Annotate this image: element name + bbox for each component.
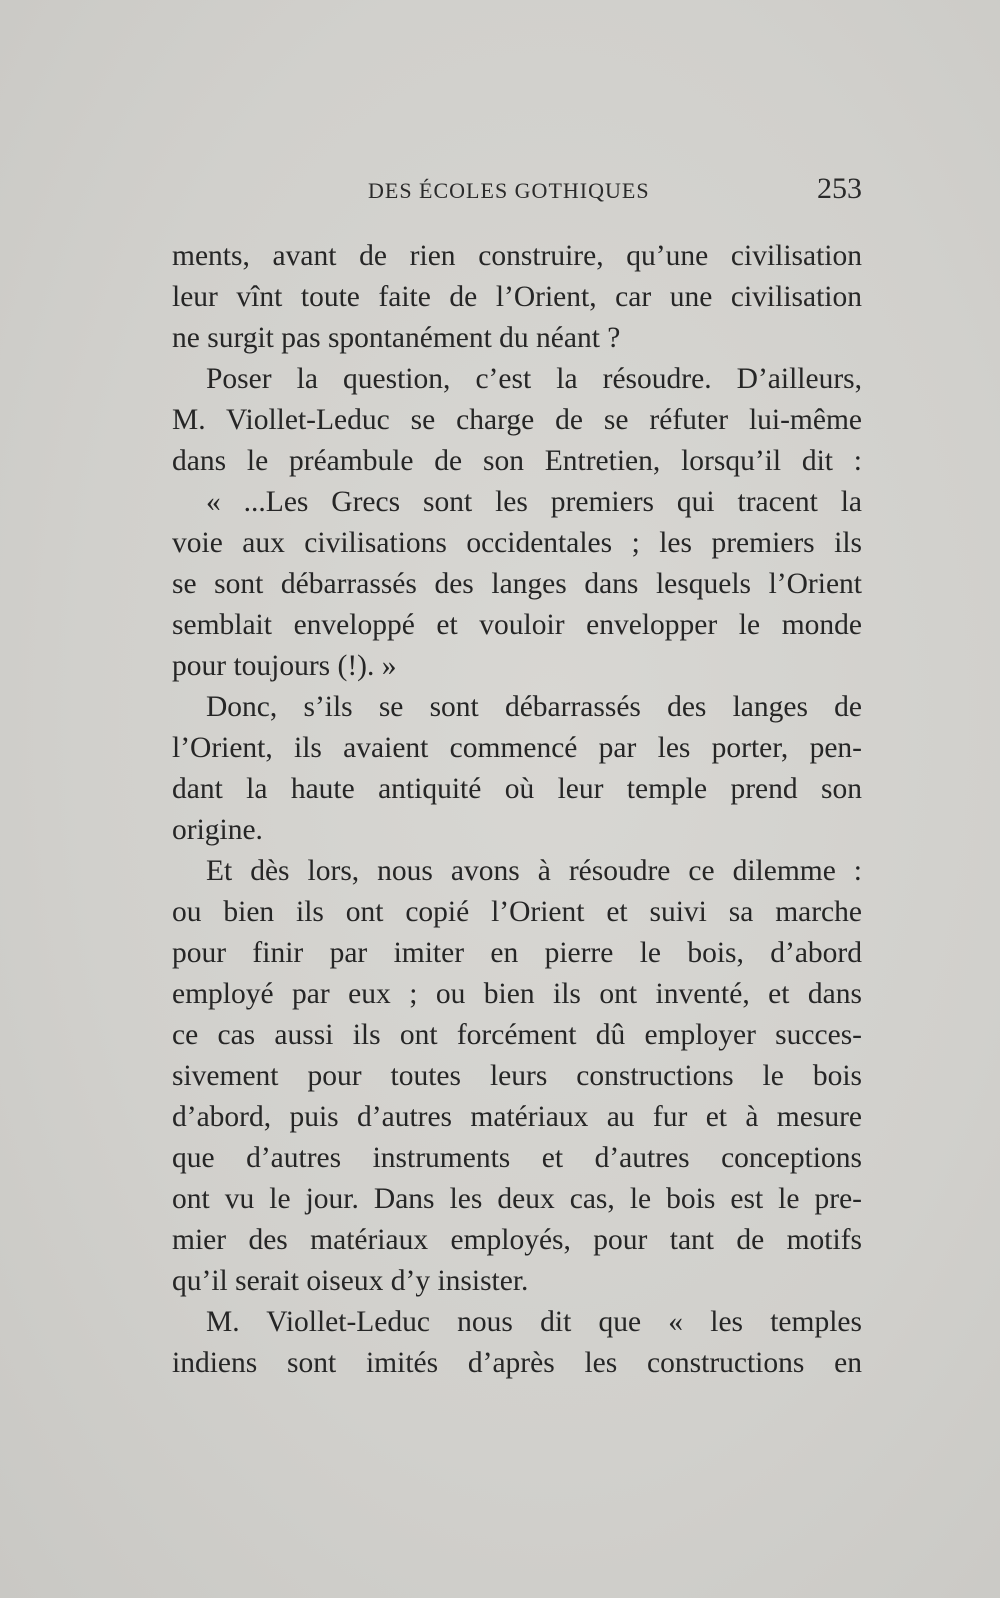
text-line: semblait enveloppé et vouloir envelopper le monde	[172, 609, 862, 641]
text-line: pour toujours (!). »	[172, 650, 397, 682]
text-line: « ...Les Grecs sont les premiers qui tracent la	[206, 486, 862, 518]
text-line: sivement pour toutes leurs constructions le bois	[172, 1060, 862, 1092]
text-line: indiens sont imités d’après les constructions en	[172, 1347, 862, 1379]
text-line: l’Orient, ils avaient commencé par les porter, pen-	[172, 732, 862, 764]
page-number: 253	[817, 172, 862, 205]
text-line: voie aux civilisations occidentales ; les premiers ils	[172, 527, 862, 559]
text-line: dans le préambule de son Entretien, lorsqu’il dit :	[172, 445, 862, 477]
text-line: ou bien ils ont copié l’Orient et suivi sa marche	[172, 896, 862, 928]
page-header	[172, 172, 862, 216]
text-line: origine.	[172, 814, 263, 846]
body-text	[172, 236, 862, 1384]
text-line: ments, avant de rien construire, qu’une civilisation	[172, 240, 862, 272]
text-line: ne surgit pas spontanément du néant ?	[172, 322, 621, 354]
text-line: se sont débarrassés des langes dans lesquels l’Orient	[172, 568, 862, 600]
text-line: pour finir par imiter en pierre le bois, d’abord	[172, 937, 862, 969]
text-line: M. Viollet-Leduc nous dit que « les temples	[206, 1306, 862, 1338]
text-line: qu’il serait oiseux d’y insister.	[172, 1265, 529, 1297]
text-line: Et dès lors, nous avons à résoudre ce dilemme :	[206, 855, 862, 887]
text-line: leur vînt toute faite de l’Orient, car une civilisation	[172, 281, 862, 313]
text-line: mier des matériaux employés, pour tant de motifs	[172, 1224, 862, 1256]
text-line: que d’autres instruments et d’autres conceptions	[172, 1142, 862, 1174]
text-line: dant la haute antiquité où leur temple prend son	[172, 773, 862, 805]
running-title: DES ÉCOLES GOTHIQUES	[368, 178, 650, 203]
text-line: Donc, s’ils se sont débarrassés des langes de	[206, 691, 862, 723]
text-line: d’abord, puis d’autres matériaux au fur et à mesure	[172, 1101, 862, 1133]
text-line: ce cas aussi ils ont forcément dû employer succes-	[172, 1019, 862, 1051]
text-line: M. Viollet-Leduc se charge de se réfuter lui-même	[172, 404, 862, 436]
text-line: ont vu le jour. Dans les deux cas, le bois est le pre-	[172, 1183, 862, 1215]
text-line: Poser la question, c’est la résoudre. D’ailleurs,	[206, 363, 862, 395]
text-line: employé par eux ; ou bien ils ont inventé, et dans	[172, 978, 862, 1010]
